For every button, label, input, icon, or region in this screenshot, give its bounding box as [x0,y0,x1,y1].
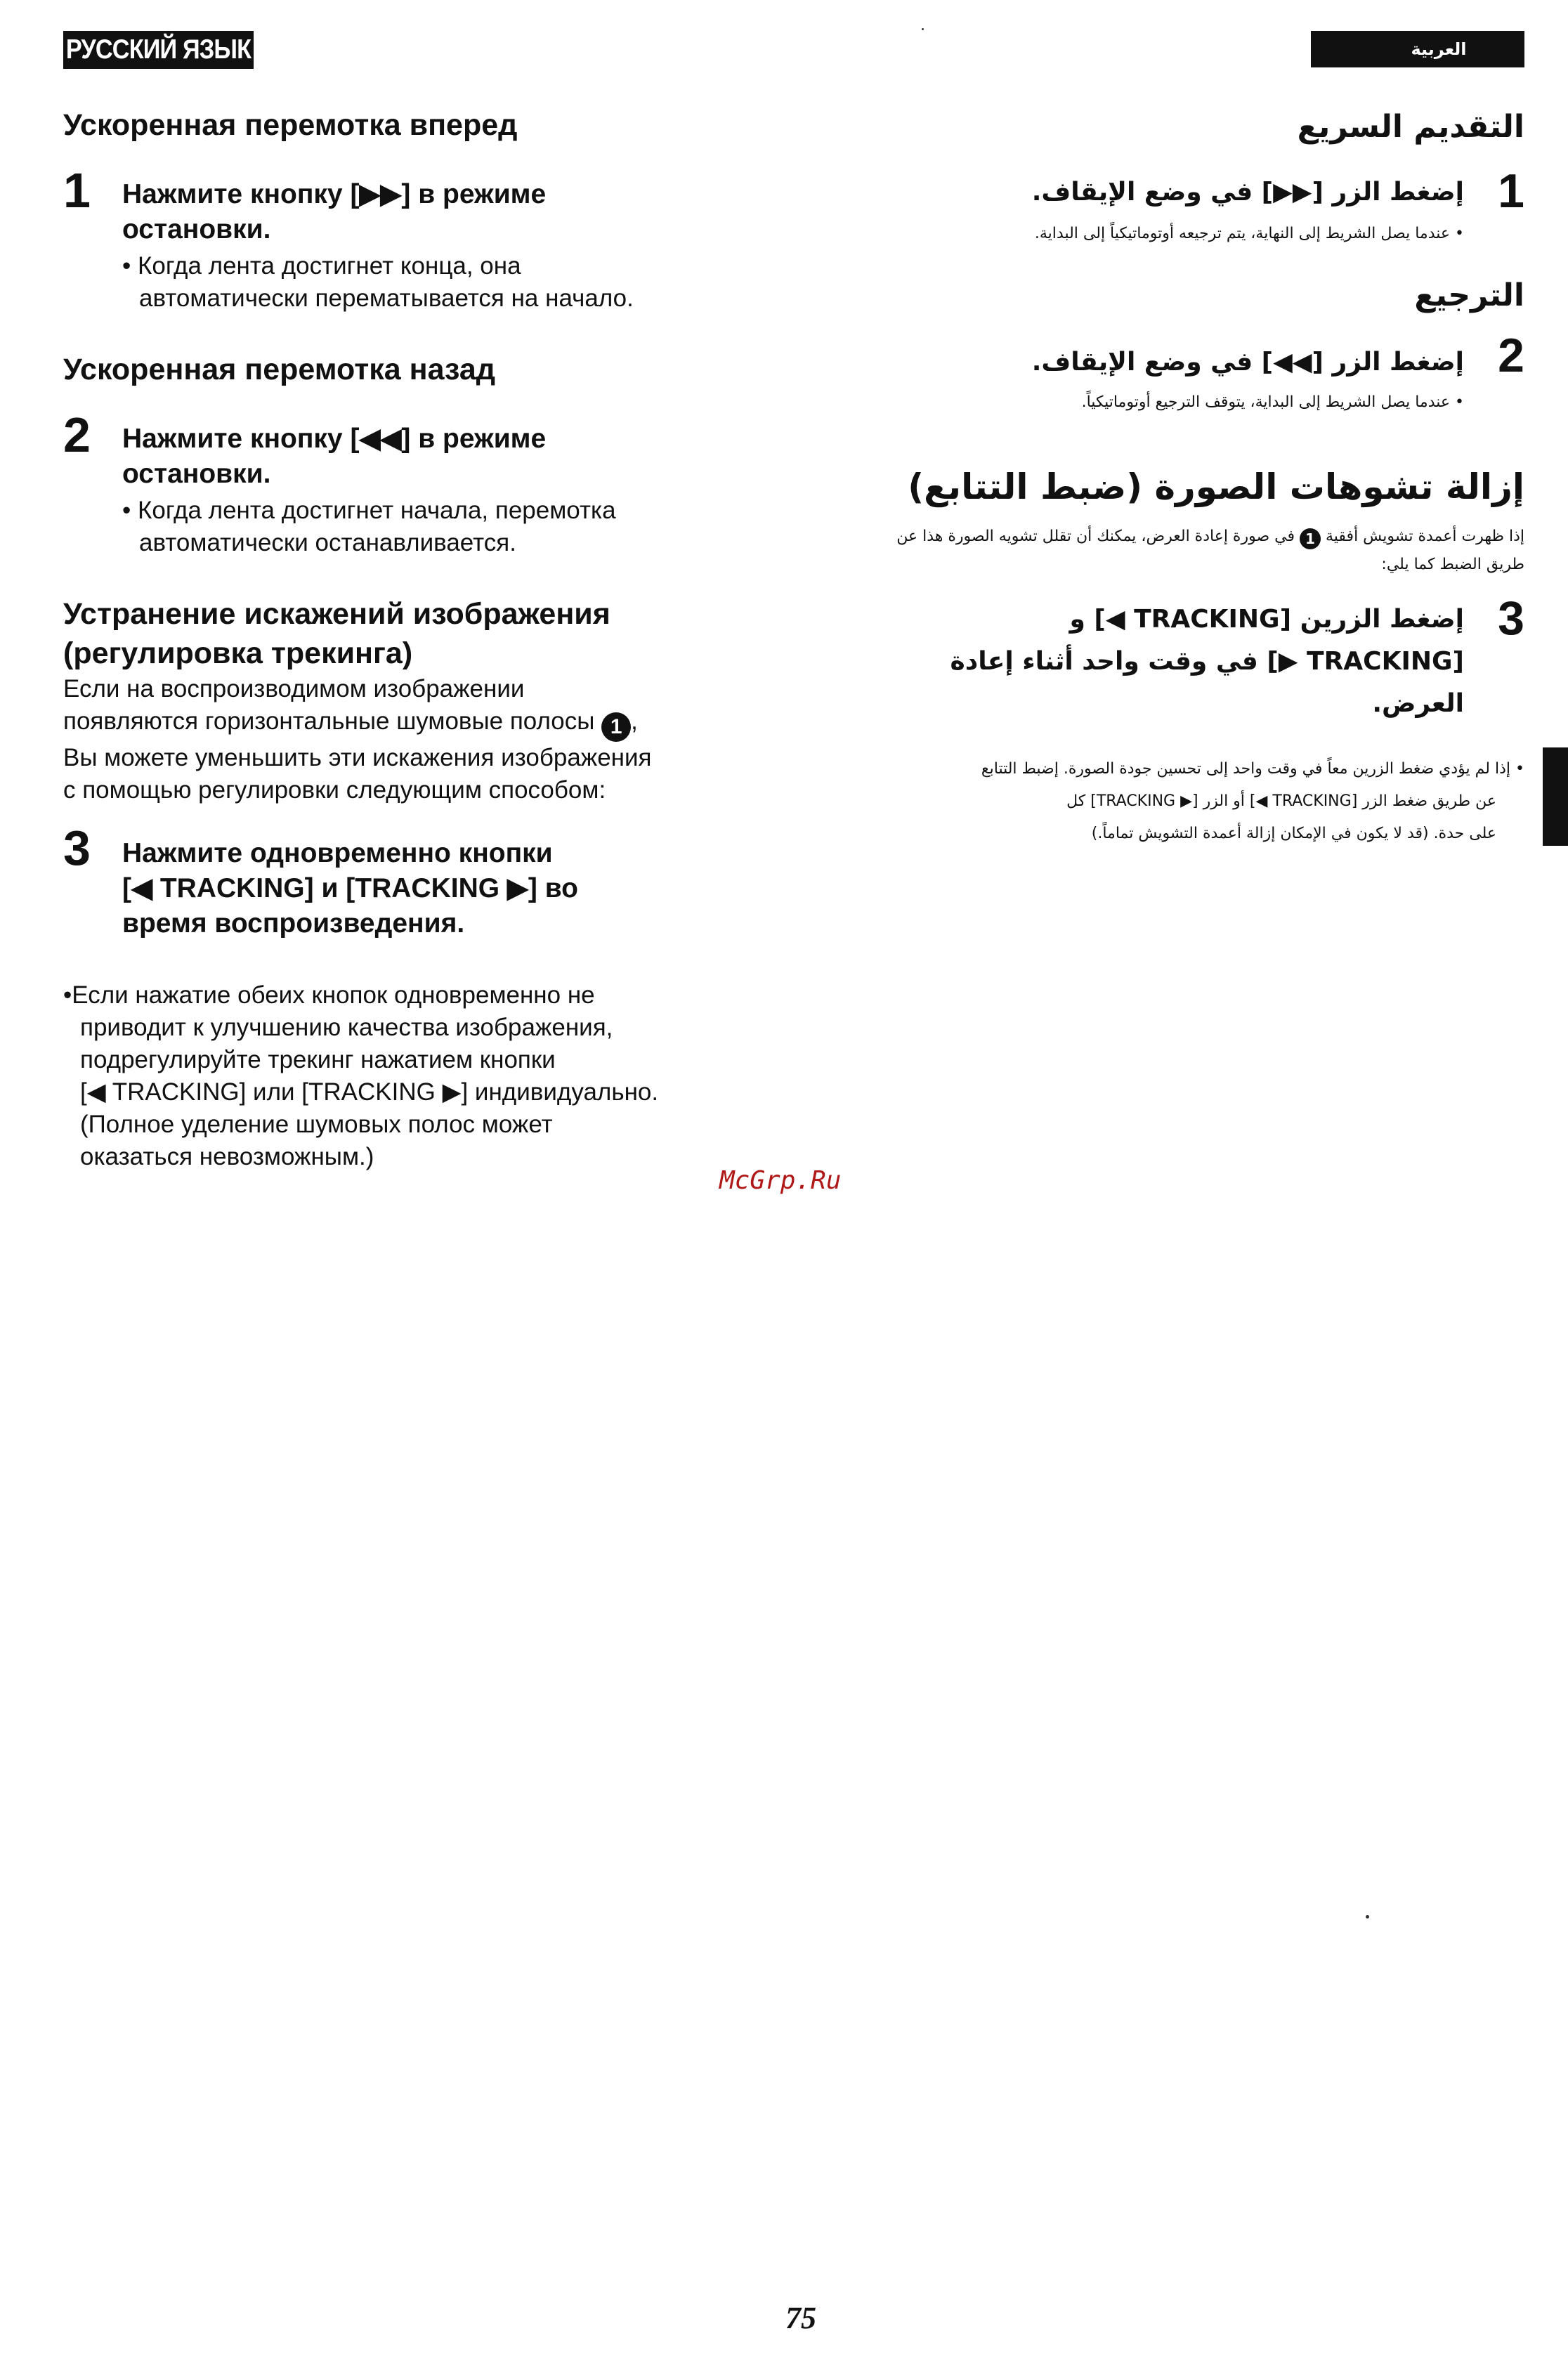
ar-tracking-heading: إزالة تشوهات الصورة (ضبط التتابع) [908,466,1524,507]
language-label-arabic [1311,31,1524,67]
ru-step1-note [122,250,754,315]
ru-step2-line1: Нажмите кнопку [◀◀] в режиме [122,424,547,454]
watermark: McGrp.Ru [719,1166,842,1195]
scan-speck [922,28,924,30]
ar-step2-number: 2 [1498,329,1524,382]
ru-step2-note-line2: автоматически останавливается. [139,529,516,556]
ru-step1-number: 1 [63,163,91,218]
ar-tracking-body-text-a: إذا ظهرت أعمدة تشويش أفقية [1325,528,1524,545]
bullet-icon: • [122,252,131,280]
ar-final-note-line1 [864,753,1524,785]
ru-tracking-body-line1: Если на воспроизводимом изображении [63,675,525,702]
ru-final-note-line3: подрегулируйте трекинг нажатием кнопки [80,1046,556,1073]
ru-step3-line1: Нажмите одновременно кнопки [122,838,553,868]
ar-step1-note-text: عندما يصل الشريط إلى النهاية، يتم ترجيعه أوتوماتيكياً إلى البداية. [1034,225,1451,242]
ru-tracking-heading [63,594,766,673]
bullet-icon: • [122,497,131,524]
ru-final-note [63,979,759,1173]
ar-tracking-body-text-b: في صورة إعادة العرض، يمكنك أن تقلل تشويه الصورة هذا عن طريق الضبط كما يلي: [896,528,1524,573]
ar-final-note [864,753,1524,850]
ru-tracking-body-line2-text: появляются горизонтальные шумовые полосы [63,707,595,735]
ar-step3-line3: العرض. [1372,689,1464,718]
ru-tracking-body-line2 [63,705,738,742]
ru-step1-instruction [122,177,740,247]
ar-step2-note [860,389,1464,416]
ru-tracking-body-line3: Вы можете уменьшить эти искажения изображения [63,744,652,771]
ru-step2-note [122,495,754,559]
ru-step3-line3: время воспроизведения. [122,908,465,939]
ar-tracking-body [892,523,1524,579]
callout-1-icon: 1 [601,712,631,742]
bullet-icon: • [1450,393,1464,411]
ar-fast-forward-heading: التقديم السريع [1297,109,1524,145]
ar-step1-instruction: إضغط الزر [▶▶] في وضع الإيقاف. [1031,178,1464,207]
ru-final-note-line5: (Полное уделение шумовых полос может [80,1111,553,1138]
ru-tracking-heading-line2: (регулировка трекинга) [63,636,413,670]
ar-step3-line1: إضغط الزرين [TRACKING ◀] و [1069,605,1464,634]
ru-final-note-line1-text: Если нажатие обеих кнопок одновременно не [72,981,595,1009]
bullet-icon: • [63,981,72,1009]
bullet-icon: • [1450,225,1464,242]
ar-rewind-heading: الترجيع [1414,277,1524,313]
ar-step3-line2: [TRACKING ▶] في وقت واحد أثناء إعادة [950,647,1464,676]
ar-step1-note [860,221,1464,247]
ru-step1-line2: остановки. [122,214,271,244]
callout-1-icon: 1 [1300,528,1321,549]
ru-step2-instruction [122,421,740,492]
language-label-russian: РУССКИЙ ЯЗЫК [63,31,254,69]
ru-step1-line1: Нажмите кнопку [▶▶] в режиме [122,179,547,209]
ar-step1-number: 1 [1498,164,1524,218]
ar-step2-note-text: عندما يصل الشريط إلى البداية، يتوقف الترجيع أوتوماتيكياً. [1081,393,1451,411]
ru-step3-instruction [122,836,740,941]
ru-tracking-heading-line1: Устранение искажений изображения [63,597,610,631]
ru-tracking-body-comma: , [631,707,638,735]
ru-step1-note-line2: автоматически перематывается на начало. [139,285,634,312]
ar-final-note-line3: على حدة. (قد لا يكون في الإمكان إزالة أعمدة التشويش تماماً.) [1091,825,1496,842]
ru-final-note-line6: оказаться невозможным.) [80,1143,374,1170]
ru-step2-line2: остановки. [122,459,271,489]
language-label-arabic-text: العربية [1411,39,1467,59]
scan-speck [1366,1915,1369,1919]
ru-step3-line2: [◀ TRACKING] и [TRACKING ▶] во [122,873,579,903]
ru-step3-number: 3 [63,821,91,875]
ar-step3-instruction [860,599,1464,725]
ru-step1-note-line1: Когда лента достигнет конца, она [138,252,521,280]
ru-fast-forward-heading: Ускоренная перемотка вперед [63,108,518,142]
ru-step2-note-line1: Когда лента достигнет начала, перемотка [138,497,616,524]
section-edge-tab [1543,747,1568,846]
ru-final-note-line1 [63,979,759,1012]
ru-final-note-line4: [◀ TRACKING] или [TRACKING ▶] индивидуально. [80,1078,659,1106]
ru-rewind-heading: Ускоренная перемотка назад [63,353,496,386]
ru-step2-number: 2 [63,407,91,462]
bullet-icon: • [1510,760,1524,778]
ru-tracking-body-line4: с помощью регулировки следующим способом: [63,776,606,804]
ar-final-note-line2: عن طريق ضغط الزر [TRACKING ◀] أو الزر [▶ TRACKING] كل [1066,792,1496,810]
page-number: 75 [785,2301,816,2335]
ar-step3-number: 3 [1498,592,1524,645]
ru-final-note-line2: приводит к улучшению качества изображения, [80,1014,613,1041]
ar-step2-instruction: إضغط الزر [◀◀] في وضع الإيقاف. [1031,348,1464,377]
ar-final-note-line1-text: إذا لم يؤدي ضغط الزرين معاً في وقت واحد إلى تحسين جودة الصورة. إضبط التتابع [981,760,1511,778]
ru-tracking-body [63,673,738,806]
